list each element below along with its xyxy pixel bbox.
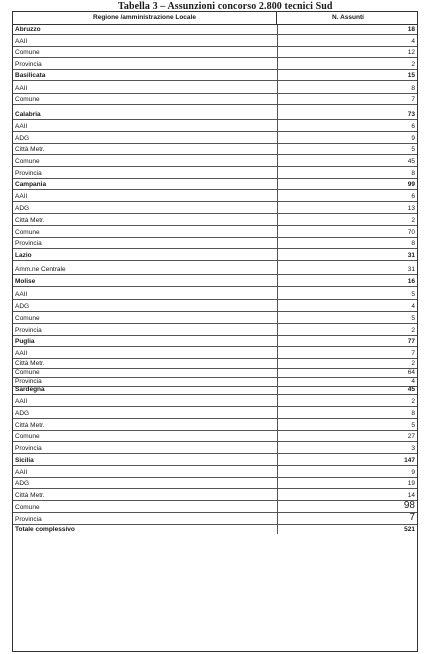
- row-label: AAII: [15, 122, 28, 130]
- row-count: 5: [411, 314, 415, 322]
- table-row-section: [13, 249, 417, 261]
- table-row: [13, 58, 417, 70]
- row-count: 45: [407, 386, 415, 394]
- row-label: Totale complessivo: [15, 526, 75, 534]
- column-divider: [277, 94, 278, 105]
- row-count: 73: [407, 111, 415, 119]
- row-label: Città Metr.: [15, 359, 45, 367]
- row-count: 12: [407, 49, 415, 57]
- table-caption: Tabella 3 – Assunzioni concorso 2.800 tecnici Sud: [118, 1, 333, 12]
- table-row: [13, 489, 417, 501]
- table-row: [13, 214, 417, 226]
- row-count: 2: [411, 216, 415, 224]
- row-count: 7: [409, 511, 415, 523]
- table-row: [13, 478, 417, 490]
- table-row: [13, 312, 417, 324]
- row-count: 2: [411, 398, 415, 406]
- table-row: [13, 190, 417, 203]
- table-row: [13, 47, 417, 59]
- column-divider: [277, 144, 278, 155]
- table-row-section: [13, 387, 417, 396]
- row-label: ADG: [15, 205, 30, 213]
- column-divider: [277, 378, 278, 386]
- row-count: 18: [407, 25, 415, 33]
- table-row: [13, 419, 417, 431]
- hiring-table: [12, 11, 418, 652]
- column-divider: [277, 238, 278, 249]
- row-label: AAII: [15, 291, 28, 299]
- row-count: 8: [411, 169, 415, 177]
- table-row: [13, 395, 417, 407]
- table-row-section: [13, 336, 417, 348]
- column-divider: [277, 190, 278, 202]
- column-divider: [277, 155, 278, 166]
- row-label: Comune: [15, 49, 40, 57]
- column-divider: [277, 513, 278, 524]
- table-row-section: [13, 25, 417, 35]
- row-count: 147: [404, 456, 415, 464]
- row-count: 31: [407, 265, 415, 273]
- row-label: Città Metr.: [15, 216, 45, 224]
- column-divider: [277, 395, 278, 406]
- column-divider: [277, 525, 278, 535]
- table-row: [13, 431, 417, 443]
- table-row: [13, 359, 417, 369]
- row-count: 13: [407, 205, 415, 213]
- row-count: 6: [411, 193, 415, 201]
- row-count: 45: [407, 158, 415, 166]
- column-divider: [277, 58, 278, 69]
- row-label: Comune: [15, 96, 40, 104]
- column-divider: [277, 167, 278, 178]
- table-row: [13, 226, 417, 238]
- column-header-count: N. Assunti: [332, 14, 364, 21]
- table-row: [13, 261, 417, 275]
- row-label: Puglia: [15, 338, 35, 346]
- column-divider: [277, 336, 278, 347]
- row-count: 99: [407, 180, 415, 188]
- table-row: [13, 81, 417, 94]
- table-header: [13, 12, 417, 25]
- column-divider: [277, 261, 278, 274]
- row-label: Molise: [15, 277, 36, 285]
- row-label: AAII: [15, 193, 28, 201]
- table-row-section: [13, 525, 417, 535]
- column-divider: [277, 442, 278, 453]
- table-row: [13, 466, 417, 478]
- row-label: Sicilia: [15, 456, 34, 464]
- row-count: 2: [411, 326, 415, 334]
- row-label: AAII: [15, 37, 28, 45]
- table-row: [13, 324, 417, 336]
- column-divider: [277, 300, 278, 311]
- row-count: 31: [407, 252, 415, 260]
- row-label: Amm.ne Centrale: [15, 265, 66, 273]
- table-row: [13, 300, 417, 312]
- table-row: [13, 144, 417, 156]
- row-count: 7: [411, 96, 415, 104]
- row-label: Sardegna: [15, 386, 45, 394]
- row-label: Città Metr.: [15, 146, 45, 154]
- table-row: [13, 94, 417, 106]
- table-row: [13, 513, 417, 525]
- table-row: [13, 378, 417, 387]
- row-count: 8: [411, 409, 415, 417]
- column-divider: [277, 25, 278, 34]
- row-label: Comune: [15, 503, 40, 511]
- row-count: 2: [411, 61, 415, 69]
- column-divider: [277, 347, 278, 358]
- row-count: 64: [407, 368, 415, 376]
- table-row: [13, 35, 417, 47]
- row-label: Città Metr.: [15, 421, 45, 429]
- table-row-section: [13, 70, 417, 81]
- table-row: [13, 407, 417, 419]
- column-divider: [277, 489, 278, 500]
- column-divider: [277, 454, 278, 465]
- row-label: Provincia: [15, 61, 42, 69]
- table-row: [13, 442, 417, 454]
- column-divider: [277, 226, 278, 237]
- row-count: 4: [411, 377, 415, 385]
- table-row: [13, 369, 417, 378]
- row-count: 16: [407, 277, 415, 285]
- row-count: 8: [411, 84, 415, 92]
- row-count: 5: [411, 291, 415, 299]
- table-row-section: [13, 179, 417, 190]
- table-row: [13, 501, 417, 513]
- column-divider: [277, 105, 278, 119]
- row-label: Provincia: [15, 515, 42, 523]
- row-label: Lazio: [15, 252, 32, 260]
- table-row: [13, 347, 417, 359]
- table-row-section: [13, 105, 417, 120]
- row-label: AAII: [15, 398, 28, 406]
- row-count: 27: [407, 433, 415, 441]
- row-count: 2: [411, 359, 415, 367]
- column-divider: [277, 407, 278, 418]
- row-label: AAII: [15, 350, 28, 358]
- row-label: Comune: [15, 368, 40, 376]
- row-count: 4: [411, 37, 415, 45]
- table-row: [13, 167, 417, 179]
- table-row: [13, 238, 417, 250]
- column-divider: [277, 202, 278, 213]
- row-count: 5: [411, 146, 415, 154]
- row-label: ADG: [15, 303, 30, 311]
- row-count: 70: [407, 228, 415, 236]
- column-divider: [277, 132, 278, 143]
- row-count: 77: [407, 338, 415, 346]
- row-label: Provincia: [15, 377, 42, 385]
- column-divider: [277, 275, 278, 286]
- column-divider: [277, 387, 278, 395]
- row-label: Provincia: [15, 240, 42, 248]
- row-count: 4: [411, 303, 415, 311]
- column-divider: [277, 287, 278, 300]
- row-label: Comune: [15, 314, 40, 322]
- column-divider: [277, 70, 278, 80]
- row-count: 14: [407, 492, 415, 500]
- row-count: 7: [411, 350, 415, 358]
- row-count: 15: [407, 71, 415, 79]
- column-divider: [277, 419, 278, 430]
- column-divider: [277, 431, 278, 442]
- row-count: 521: [404, 526, 415, 534]
- row-label: Provincia: [15, 445, 42, 453]
- column-divider: [277, 81, 278, 93]
- column-divider: [277, 478, 278, 489]
- row-label: Comune: [15, 228, 40, 236]
- row-count: 3: [411, 445, 415, 453]
- column-divider: [277, 120, 278, 131]
- row-label: ADG: [15, 480, 30, 488]
- row-label: ADG: [15, 134, 30, 142]
- row-count: 5: [411, 421, 415, 429]
- row-label: Abruzzo: [15, 25, 41, 33]
- row-label: AAII: [15, 468, 28, 476]
- row-label: Campania: [15, 180, 47, 188]
- row-label: Provincia: [15, 326, 42, 334]
- row-label: Comune: [15, 158, 40, 166]
- row-label: ADG: [15, 409, 30, 417]
- row-label: Città Metr.: [15, 492, 45, 500]
- table-row-section: [13, 275, 417, 287]
- row-count: 6: [411, 122, 415, 130]
- table-body: [13, 25, 417, 651]
- column-divider: [277, 312, 278, 323]
- row-label: Provincia: [15, 169, 42, 177]
- row-count: 98: [403, 499, 415, 511]
- table-row-section: [13, 454, 417, 466]
- column-divider: [277, 466, 278, 477]
- column-header-region: Regione /amministrazione Locale: [13, 12, 277, 24]
- table-row: [13, 155, 417, 167]
- row-count: 19: [407, 480, 415, 488]
- column-divider: [277, 249, 278, 260]
- column-divider: [277, 369, 278, 377]
- row-label: Basilicata: [15, 71, 46, 79]
- column-divider: [277, 214, 278, 225]
- column-divider: [277, 359, 278, 368]
- column-divider: [277, 501, 278, 512]
- row-label: AAII: [15, 84, 28, 92]
- column-divider: [277, 179, 278, 189]
- column-divider: [277, 35, 278, 46]
- column-divider: [277, 324, 278, 335]
- row-label: Comune: [15, 433, 40, 441]
- row-count: 9: [411, 468, 415, 476]
- column-divider: [277, 47, 278, 58]
- row-count: 8: [411, 240, 415, 248]
- table-row: [13, 202, 417, 214]
- table-row: [13, 132, 417, 144]
- table-row: [13, 287, 417, 301]
- row-label: Calabria: [15, 111, 41, 119]
- table-row: [13, 120, 417, 132]
- row-count: 9: [411, 134, 415, 142]
